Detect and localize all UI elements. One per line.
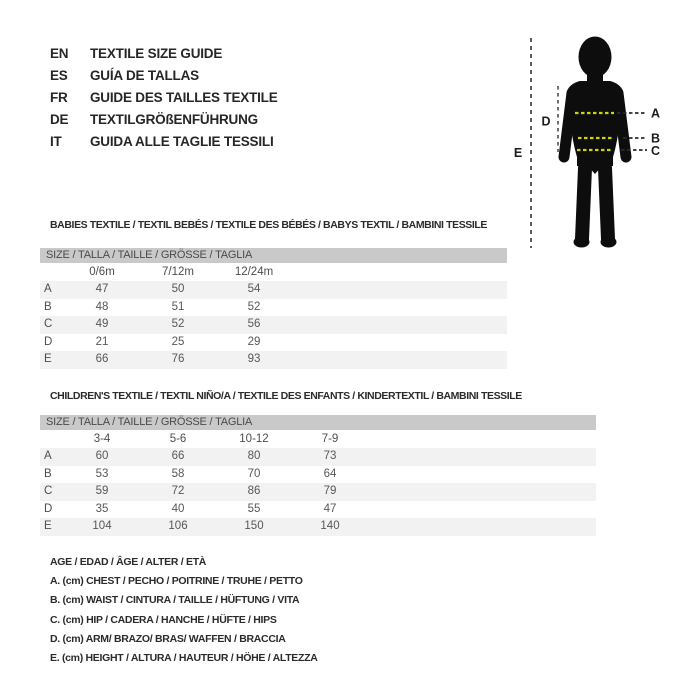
measure-value: 48	[95, 300, 109, 313]
measure-value: 93	[247, 353, 261, 365]
measure-row-label: A	[44, 283, 52, 295]
measure-value: 140	[320, 520, 340, 532]
measure-value: 55	[247, 502, 261, 515]
measure-value: 56	[247, 318, 261, 330]
label-waist-b: B	[651, 131, 661, 146]
table-row	[40, 281, 507, 299]
measure-value: 53	[95, 467, 109, 480]
legend-item: E. (cm) HEIGHT / ALTURA / HAUTEUR / HÖHE / ALTEZZA	[50, 651, 318, 664]
size-column-header: 0/6m	[89, 266, 115, 278]
measure-value: 66	[171, 450, 185, 462]
language-title: GUIDA ALLE TAGLIE TESSILI	[90, 133, 274, 149]
measure-value: 66	[95, 353, 109, 365]
measure-value: 73	[323, 450, 337, 462]
measure-row-label: C	[44, 318, 53, 330]
size-column-header: 3-4	[93, 433, 111, 445]
measurement-figure	[495, 30, 670, 255]
measure-value: 76	[171, 353, 185, 365]
language-row	[50, 42, 278, 64]
measure-value: 58	[171, 467, 185, 480]
measure-value: 80	[247, 450, 261, 462]
measure-value: 86	[247, 485, 261, 497]
language-code: FR	[50, 89, 68, 105]
measurement-legend	[50, 553, 318, 668]
children-size-table	[40, 415, 596, 536]
measure-row-label: B	[44, 467, 52, 480]
measure-value: 51	[171, 300, 185, 313]
language-title: GUIDE DES TAILLES TEXTILE	[90, 89, 278, 105]
measure-value: 79	[323, 485, 337, 497]
table-row	[40, 299, 507, 317]
label-hip-c: C	[651, 144, 661, 158]
table-corner-cell	[40, 430, 64, 448]
legend-item: A. (cm) CHEST / PECHO / POITRINE / TRUHE / PETTO	[50, 575, 303, 588]
size-column-header: 12/24m	[234, 266, 274, 278]
label-chest-a: A	[651, 106, 661, 121]
table-row	[40, 466, 596, 484]
measure-value: 64	[323, 467, 337, 480]
table-row	[40, 334, 507, 352]
measure-value: 40	[171, 502, 185, 515]
measure-row-label: B	[44, 300, 52, 313]
measure-row-label: A	[44, 450, 52, 462]
measure-value: 52	[247, 300, 261, 313]
table-row	[40, 518, 596, 536]
language-code: DE	[50, 111, 69, 127]
measure-value: 21	[95, 335, 109, 348]
legend-item: D. (cm) ARM/ BRAZO/ BRAS/ WAFFEN / BRACCIA	[50, 632, 286, 645]
measure-value: 72	[171, 485, 185, 497]
babies-size-table	[40, 248, 507, 369]
table-row	[40, 448, 596, 466]
language-title: TEXTILE SIZE GUIDE	[90, 45, 223, 61]
table-corner-cell	[40, 263, 64, 281]
measure-value: 49	[95, 318, 109, 330]
language-row	[50, 130, 278, 152]
measure-value: 29	[247, 335, 261, 348]
children-section-title: CHILDREN'S TEXTILE / TEXTIL NIÑO/A / TEXTILE DES ENFANTS / KINDERTEXTIL / BAMBINI TESSILE	[50, 390, 522, 402]
table-row	[40, 351, 507, 369]
babies-section-title: BABIES TEXTILE / TEXTIL BEBÉS / TEXTILE DES BÉBÉS / BABYS TEXTIL / BAMBINI TESSILE	[50, 219, 488, 231]
table-row	[40, 316, 507, 334]
label-height-e: E	[513, 146, 523, 160]
table-size-row	[40, 430, 596, 448]
size-column-header: 10-12	[239, 433, 269, 445]
size-column-header: 7/12m	[162, 266, 194, 278]
measure-value: 54	[247, 283, 261, 295]
measure-row-label: D	[44, 335, 53, 348]
measure-value: 104	[92, 520, 112, 532]
language-row	[50, 108, 278, 130]
measure-value: 52	[171, 318, 185, 330]
table-size-row	[40, 263, 507, 281]
measure-value: 25	[171, 335, 185, 348]
legend-age-line: AGE / EDAD / ÂGE / ALTER / ETÀ	[50, 556, 207, 568]
measure-value: 35	[95, 502, 109, 515]
legend-item: C. (cm) HIP / CADERA / HANCHE / HÜFTE / HIPS	[50, 613, 277, 626]
language-row	[50, 86, 278, 108]
language-title: GUÍA DE TALLAS	[90, 67, 199, 83]
babies-table-header: SIZE / TALLA / TAILLE / GRÖSSE / TAGLIA	[40, 248, 507, 263]
measure-value: 106	[168, 520, 188, 532]
measure-row-label: C	[44, 485, 53, 497]
measure-value: 70	[247, 467, 261, 480]
language-code: IT	[50, 133, 62, 149]
measure-row-label: E	[44, 353, 52, 365]
language-title-list	[50, 42, 278, 152]
measure-row-label: E	[44, 520, 52, 532]
table-row	[40, 501, 596, 519]
measure-row-label: D	[44, 502, 53, 515]
language-code: EN	[50, 45, 69, 61]
label-arm-d: D	[541, 114, 551, 129]
table-row	[40, 483, 596, 501]
size-column-header: 5-6	[169, 433, 187, 445]
measure-value: 150	[244, 520, 264, 532]
language-row	[50, 64, 278, 86]
child-body	[564, 37, 626, 248]
legend-item: B. (cm) WAIST / CINTURA / TAILLE / HÜFTUNG / VITA	[50, 594, 300, 607]
measure-value: 47	[323, 502, 337, 515]
language-code: ES	[50, 67, 68, 83]
measure-value: 47	[95, 283, 109, 295]
children-table-header: SIZE / TALLA / TAILLE / GRÖSSE / TAGLIA	[40, 415, 596, 430]
language-title: TEXTILGRÖßENFÜHRUNG	[90, 111, 258, 127]
measure-value: 59	[95, 485, 109, 497]
child-silhouette	[495, 30, 670, 255]
measure-value: 60	[95, 450, 109, 462]
size-column-header: 7-9	[321, 433, 339, 445]
measure-value: 50	[171, 283, 185, 295]
